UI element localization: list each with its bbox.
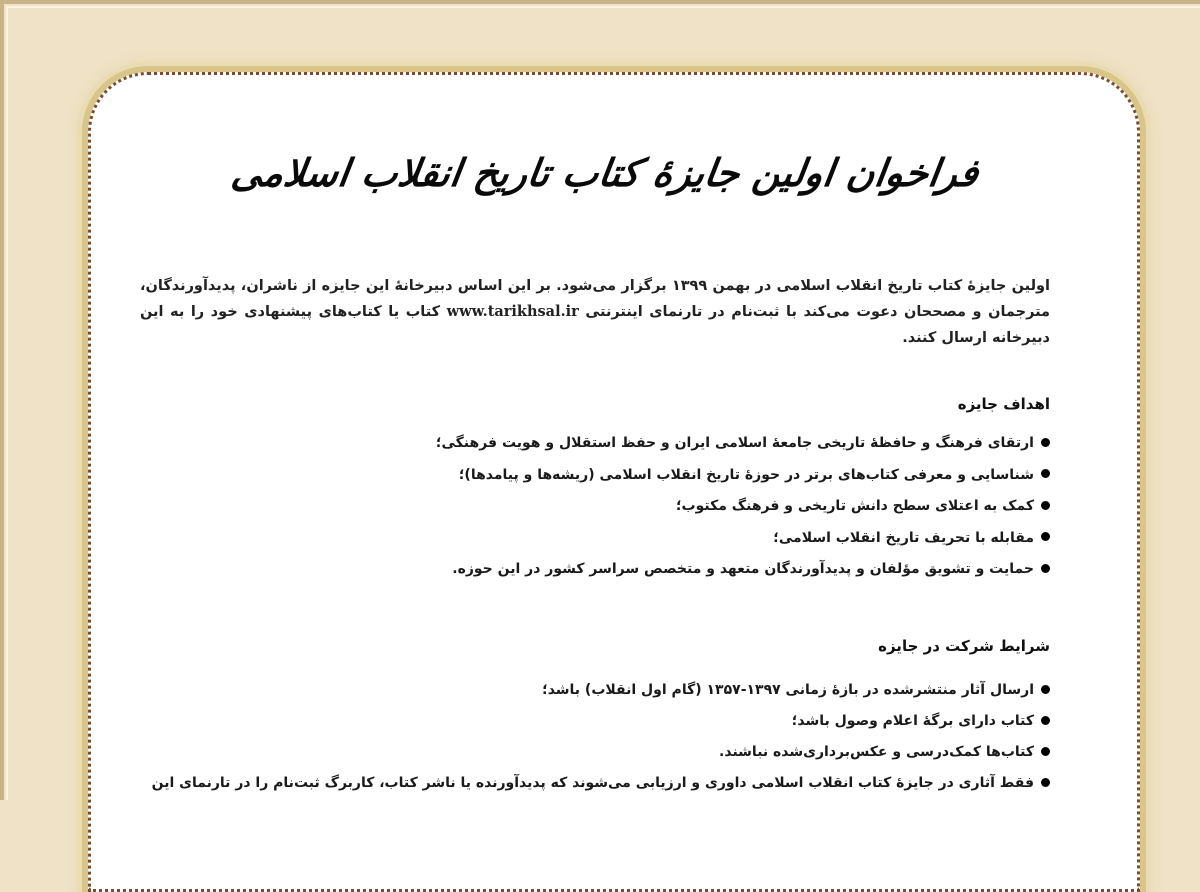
website-link[interactable]: www.tarikhsal.ir (446, 302, 579, 320)
bullet-icon (1041, 716, 1050, 725)
conditions-heading: شرایط شرکت در جایزه (878, 637, 1050, 655)
intro-text-before-url: اولین جایزهٔ کتاب تاریخ انقلاب اسلامی در بهمن ۱۳۹۹ برگزار می‌شود. بر این اساس دبیرخانهٔ این جایزه از ناشران، پدیدآورندگان، مترجمان و مصححان دعوت می‌کند با ثبت‌نام در تارنمای اینترنتی (140, 277, 1050, 320)
intro-paragraph (140, 273, 1050, 351)
bullet-icon (1041, 747, 1050, 756)
bullet-icon (1041, 438, 1050, 447)
condition-text: کتاب‌ها کمک‌درسی و عکس‌برداری‌شده نباشند. (719, 744, 1034, 760)
bullet-icon (1041, 469, 1050, 478)
goal-text: حمایت و تشویق مؤلفان و پدیدآورندگان متعهد و متخصص سراسر کشور در این حوزه. (452, 561, 1034, 577)
goal-text: شناسایی و معرفی کتاب‌های برتر در حوزهٔ تاریخ انقلاب اسلامی (ریشه‌ها و پیامدها)؛ (458, 466, 1034, 483)
condition-item (120, 768, 1050, 799)
condition-text: فقط آثاری در جایزهٔ کتاب انقلاب اسلامی داوری و ارزیابی می‌شوند که پدیدآورنده یا ناشر کتاب، کاربرگ ثبت‌نام را در تارنمای این (151, 775, 1034, 791)
bullet-icon (1041, 501, 1050, 510)
bullet-icon (1041, 564, 1050, 573)
condition-text: کتاب دارای برگهٔ اعلام وصول باشد؛ (791, 713, 1034, 729)
document-title: فراخوان اولین جایزهٔ کتاب تاریخ انقلاب اسلامی (228, 150, 982, 195)
goal-item (120, 460, 1050, 492)
goal-text: ارتقای فرهنگ و حافظهٔ تاریخی جامعهٔ اسلامی ایران و حفظ استقلال و هویت فرهنگی؛ (435, 435, 1034, 451)
goal-item (120, 554, 1050, 586)
bullet-icon (1041, 532, 1050, 541)
bullet-icon (1041, 778, 1050, 787)
condition-item (120, 737, 1050, 768)
condition-item (120, 675, 1050, 706)
condition-item (120, 706, 1050, 737)
condition-text: ارسال آثار منتشرشده در بازهٔ زمانی ۱۳۹۷-۱۳۵۷ (گام اول انقلاب) باشد؛ (542, 682, 1034, 698)
intro-text-after-url: کتاب یا کتاب‌های پیشنهادی خود را به این دبیرخانه ارسال کنند. (140, 303, 1050, 346)
goal-item (120, 523, 1050, 555)
conditions-list (120, 675, 1050, 799)
goal-item (120, 491, 1050, 523)
goal-text: کمک به اعتلای سطح دانش تاریخی و فرهنگ مکتوب؛ (675, 498, 1034, 514)
goal-text: مقابله با تحریف تاریخ انقلاب اسلامی؛ (773, 529, 1034, 546)
goal-item (120, 428, 1050, 460)
goals-heading: اهداف جایزه (957, 395, 1050, 413)
announcement-document (130, 110, 1080, 810)
goals-list (120, 428, 1050, 586)
bullet-icon (1041, 685, 1050, 694)
